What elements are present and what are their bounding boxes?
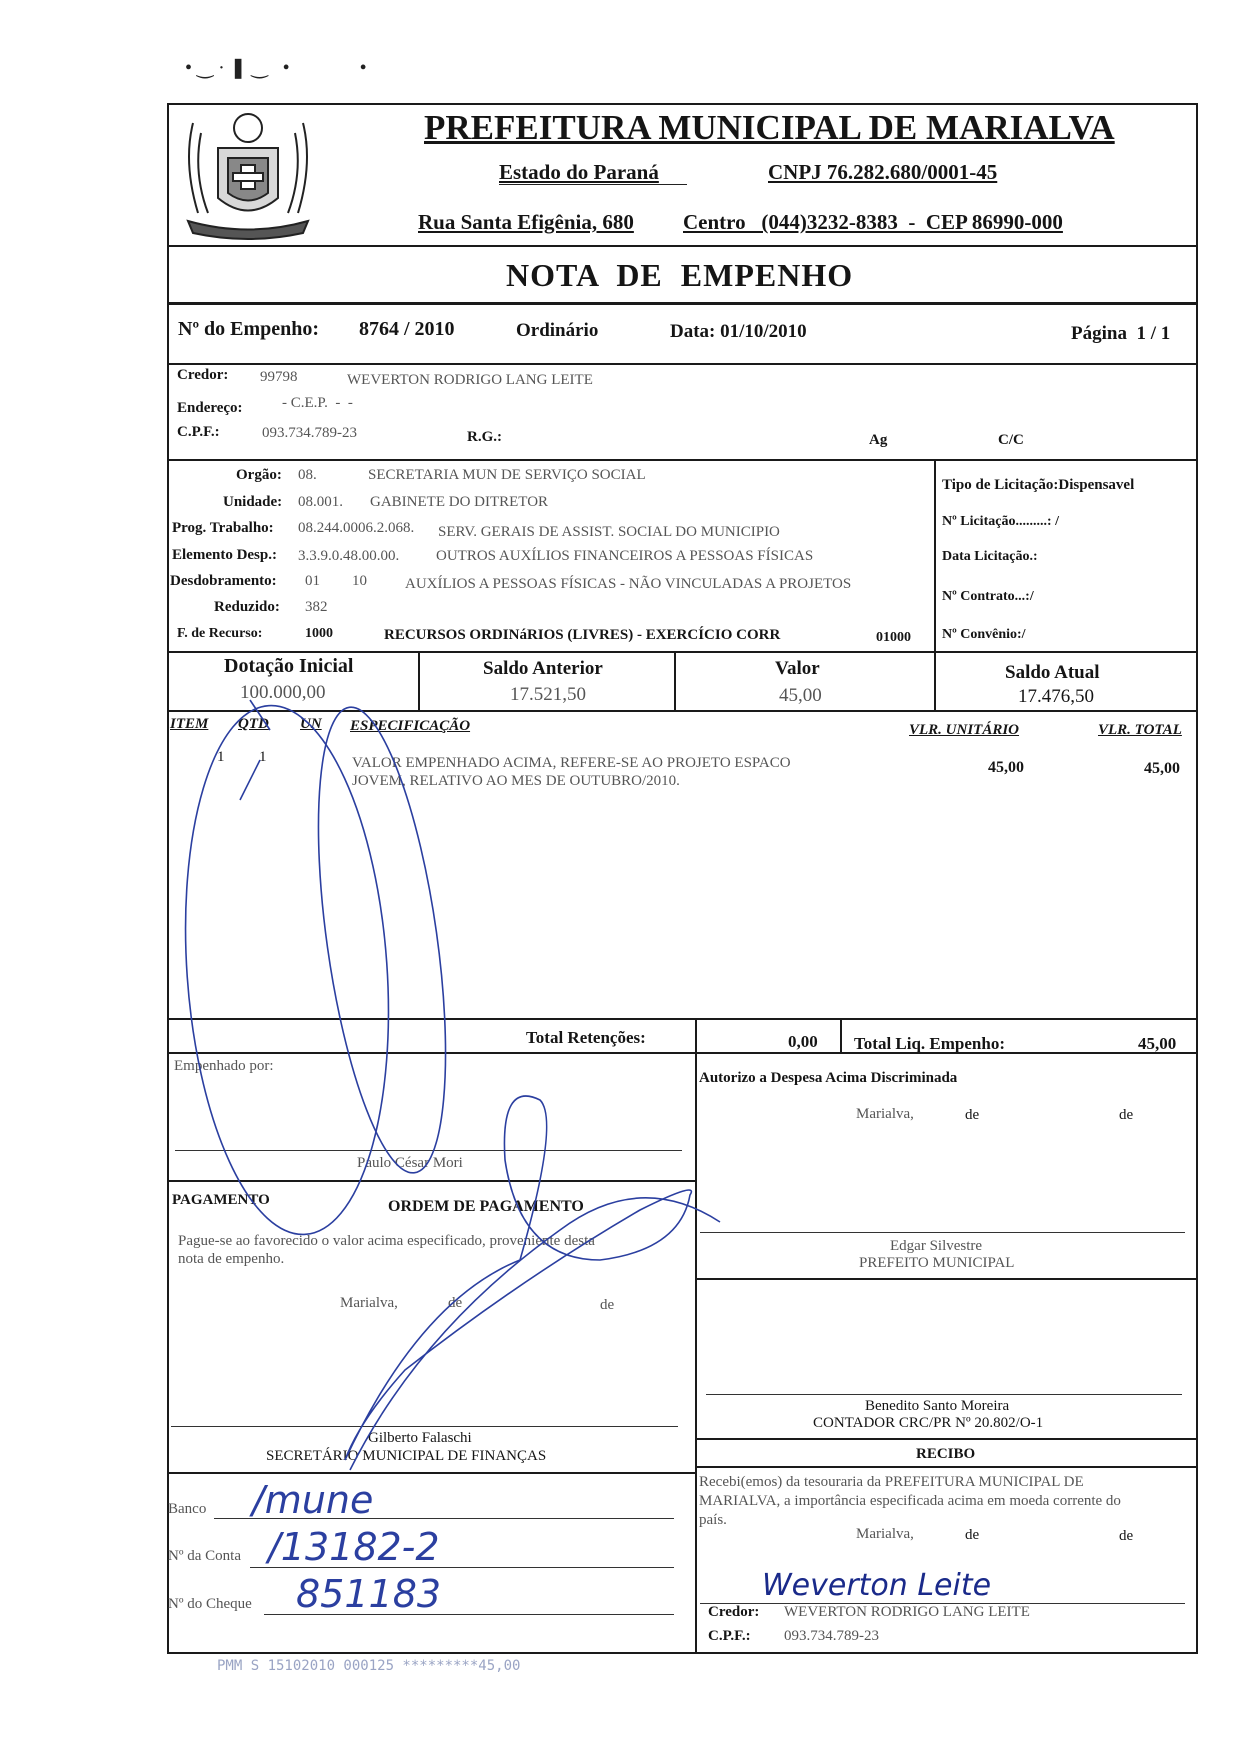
signature-ellipse-large xyxy=(169,699,405,1242)
recibo-title: RECIBO xyxy=(916,1446,976,1462)
conta-label: Nº da Conta xyxy=(168,1548,241,1564)
recibo-cpf-label: C.P.F.: xyxy=(708,1628,751,1644)
cheque-value: 851183 xyxy=(296,1572,442,1616)
prefeito-name: Edgar Silvestre xyxy=(890,1238,983,1254)
col-un: UN xyxy=(300,716,322,732)
saldo-anterior-label: Saldo Anterior xyxy=(483,658,603,679)
saldo-atual-value: 17.476,50 xyxy=(1018,686,1094,707)
pagamento-text-2: nota de empenho. xyxy=(178,1251,285,1267)
prog-name: SERV. GERAIS DE ASSIST. SOCIAL DO MUNICIPIO xyxy=(438,524,780,540)
recurso-code-2: 01000 xyxy=(876,630,911,645)
credor-label: Credor: xyxy=(177,367,229,383)
rg-label: R.G.: xyxy=(467,429,502,445)
cpf-label: C.P.F.: xyxy=(177,424,220,440)
banco-label: Banco xyxy=(168,1501,207,1517)
item-total-value: 45,00 xyxy=(1144,760,1180,777)
empenho-number: 8764 / 2010 xyxy=(359,318,455,340)
item-description-line-1: VALOR EMPENHADO ACIMA, REFERE-SE AO PROJETO ESPACO xyxy=(352,755,791,771)
tipo-licitacao: Tipo de Licitação:Dispensavel xyxy=(942,477,1135,493)
recurso-label: F. de Recurso: xyxy=(177,626,263,641)
empenho-date: Data: 01/10/2010 xyxy=(670,321,807,342)
autorizo-marialva: Marialva, xyxy=(856,1106,914,1122)
autorizo-label: Autorizo a Despesa Acima Discriminada xyxy=(699,1070,958,1086)
item-unit-value: 45,00 xyxy=(988,759,1024,776)
recibo-de-2: de xyxy=(1119,1528,1134,1544)
numero-contrato: Nº Contrato...:/ xyxy=(942,589,1034,604)
prog-code: 08.244.0006.2.068. xyxy=(298,520,415,536)
recibo-text-3: país. xyxy=(699,1512,727,1528)
col-vlr-total: VLR. TOTAL xyxy=(1098,722,1182,738)
total-liquido-label: Total Liq. Empenho: xyxy=(854,1034,1005,1053)
recibo-text-2: MARIALVA, a importância especificada acima em moeda corrente do xyxy=(699,1493,1121,1509)
credor-name: WEVERTON RODRIGO LANG LEITE xyxy=(347,372,593,388)
recibo-text-1: Recebi(emos) da tesouraria da PREFEITURA MUNICIPAL DE xyxy=(699,1474,1084,1490)
scan-marks: • ‿ · ❚ ‿ • • xyxy=(185,57,367,79)
col-item: ITEM xyxy=(170,716,209,732)
ordem-pagamento-label: ORDEM DE PAGAMENTO xyxy=(388,1198,584,1215)
prefeito-title: PREFEITO MUNICIPAL xyxy=(859,1255,1015,1271)
pagamento-marialva: Marialva, xyxy=(340,1295,398,1311)
cpf-value: 093.734.789-23 xyxy=(262,425,357,441)
pagamento-de-2: de xyxy=(600,1297,615,1313)
contador-title: CONTADOR CRC/PR Nº 20.802/O-1 xyxy=(813,1415,1044,1431)
desdobramento-code-1: 01 xyxy=(305,573,320,589)
signature-ellipse-medium xyxy=(295,700,469,1181)
desdobramento-label: Desdobramento: xyxy=(170,573,277,589)
municipality-title: PREFEITURA MUNICIPAL DE MARIALVA xyxy=(424,108,1115,147)
recurso-code: 1000 xyxy=(305,626,333,641)
empenhado-por-label: Empenhado por: xyxy=(174,1058,274,1074)
total-retencoes-value: 0,00 xyxy=(788,1032,818,1051)
col-especificacao: ESPECIFICAÇÃO xyxy=(350,718,471,734)
cc-label: C/C xyxy=(998,432,1024,448)
unidade-name: GABINETE DO DITRETOR xyxy=(370,494,549,510)
saldo-anterior-value: 17.521,50 xyxy=(510,684,586,705)
endereco-value: - C.E.P. - - xyxy=(282,395,353,411)
valor-label: Valor xyxy=(775,658,820,679)
elemento-code: 3.3.9.0.48.00.00. xyxy=(298,548,400,564)
state-name: Estado do Paraná xyxy=(499,160,659,184)
desdobramento-code-2: 10 xyxy=(352,573,367,589)
recurso-name: RECURSOS ORDINáRIOS (LIVRES) - EXERCÍCIO CORR xyxy=(384,627,781,643)
conta-value: /13182-2 xyxy=(268,1525,440,1569)
recibo-de-1: de xyxy=(965,1527,980,1543)
col-vlr-unitario: VLR. UNITÁRIO xyxy=(909,722,1020,738)
recibo-marialva: Marialva, xyxy=(856,1526,914,1542)
signature-loop xyxy=(345,1096,691,1460)
orgao-label: Orgão: xyxy=(236,467,282,483)
orgao-name: SECRETARIA MUN DE SERVIÇO SOCIAL xyxy=(368,467,646,483)
item-qty: 1 xyxy=(259,749,267,765)
desdobramento-name: AUXÍLIOS A PESSOAS FÍSICAS - NÃO VINCULADAS A PROJETOS xyxy=(405,576,852,592)
total-retencoes-label: Total Retenções: xyxy=(526,1028,646,1047)
document-title: NOTA DE EMPENHO xyxy=(506,257,854,293)
prog-label: Prog. Trabalho: xyxy=(172,520,274,536)
empenho-type: Ordinário xyxy=(516,320,599,341)
cheque-label: Nº do Cheque xyxy=(168,1596,252,1612)
signature-sweep xyxy=(350,1198,720,1470)
numero-convenio: Nº Convênio:/ xyxy=(942,627,1026,642)
dotacao-inicial-value: 100.000,00 xyxy=(240,682,326,703)
empenhado-por-name: Paulo César Mori xyxy=(357,1155,463,1171)
machine-stamp: PMM S 15102010 000125 *********45,00 xyxy=(217,1658,521,1674)
recibo-credor-label: Credor: xyxy=(708,1604,760,1620)
endereco-label: Endereço: xyxy=(177,400,243,416)
address-rest: Centro (044)3232-8383 - CEP 86990-000 xyxy=(683,210,1063,234)
address-street: Rua Santa Efigênia, 680 xyxy=(418,210,634,234)
col-qtd: QTD xyxy=(238,716,269,732)
item-number: 1 xyxy=(217,749,225,765)
pagamento-label: PAGAMENTO xyxy=(172,1192,270,1208)
orgao-code: 08. xyxy=(298,467,317,483)
pagamento-text-1: Pague-se ao favorecido o valor acima especificado, proveniente desta xyxy=(178,1233,595,1249)
secretario-name: Gilberto Falaschi xyxy=(368,1430,472,1446)
numero-licitacao: Nº Licitação.........: / xyxy=(942,514,1059,529)
empenho-label: Nº do Empenho: xyxy=(178,318,320,340)
unidade-code: 08.001. xyxy=(298,494,343,510)
recibo-cpf-value: 093.734.789-23 xyxy=(784,1628,879,1644)
dotacao-inicial-label: Dotação Inicial xyxy=(224,655,354,677)
recibo-signature: Weverton Leite xyxy=(762,1568,992,1603)
pagamento-de-1: de xyxy=(448,1295,463,1311)
elemento-name: OUTROS AUXÍLIOS FINANCEIROS A PESSOAS FÍSICAS xyxy=(436,548,814,564)
autorizo-de-1: de xyxy=(965,1107,980,1123)
reduzido-value: 382 xyxy=(305,599,328,615)
page-number: Página 1 / 1 xyxy=(1071,323,1171,344)
credor-code: 99798 xyxy=(260,369,298,385)
reduzido-label: Reduzido: xyxy=(214,599,280,615)
item-description-line-2: JOVEM, RELATIVO AO MES DE OUTUBRO/2010. xyxy=(352,773,680,789)
cnpj: CNPJ 76.282.680/0001-45 xyxy=(768,160,998,184)
recibo-credor-name: WEVERTON RODRIGO LANG LEITE xyxy=(784,1604,1030,1620)
saldo-atual-label: Saldo Atual xyxy=(1005,662,1100,683)
valor-value: 45,00 xyxy=(779,685,822,706)
data-licitacao: Data Licitação.: xyxy=(942,549,1038,564)
elemento-label: Elemento Desp.: xyxy=(172,547,277,563)
ag-label: Ag xyxy=(869,432,888,448)
total-liquido-value: 45,00 xyxy=(1138,1034,1177,1053)
unidade-label: Unidade: xyxy=(223,494,283,510)
autorizo-de-2: de xyxy=(1119,1107,1134,1123)
secretario-title: SECRETÁRIO MUNICIPAL DE FINANÇAS xyxy=(266,1448,547,1464)
banco-value: /mune xyxy=(252,1478,374,1522)
contador-name: Benedito Santo Moreira xyxy=(865,1398,1010,1414)
